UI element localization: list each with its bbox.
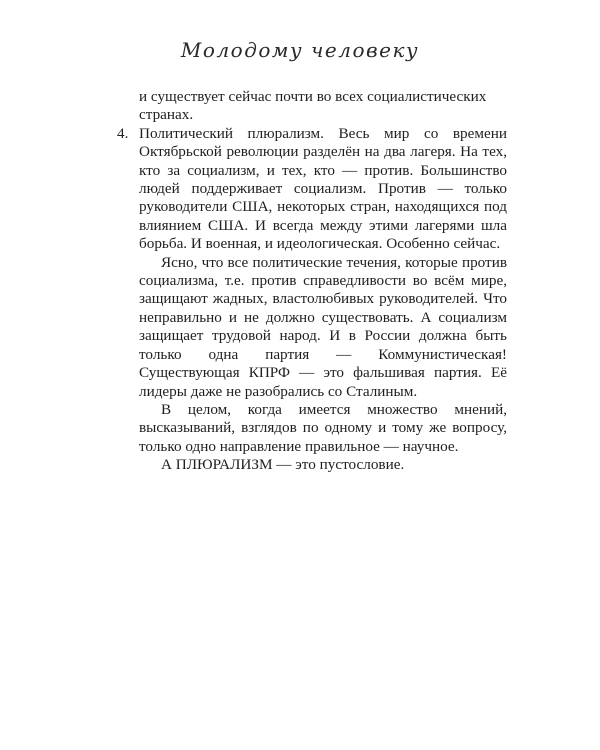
item-text: Политический плюрализм. Весь мир со времени Октябрьской революции разделён на два лагеря. На тех, кто за социализм, и тех, кто — против. Большинство людей поддерживает социализм. Против — только руководители США, некоторых стран, находящихся под влиянием США. И всегда между этими лагерями шла борьба. И военная, и идеологическая. Особенно сейчас. <box>139 124 507 253</box>
running-head-title: Молодому человеку <box>180 38 420 62</box>
paragraph-clear: Ясно, что все политические течения, которые против социализма, т.е. против справедливости во всём мире, защищают жадных, властолюбивых руководителей. Что неправильно и не должно существовать. А социализм защищает трудовой народ. И в России должна быть только одна партия — Коммунистическая! Существующая КПРФ — это фальшивая партия. Её лидеры даже не разобрались со Сталиным. <box>139 253 507 400</box>
paragraph-final: А ПЛЮРАЛИЗМ — это пустословие. <box>161 456 405 474</box>
item-number: 4. <box>117 124 129 142</box>
body-text <box>117 88 507 475</box>
paragraph-continuation: и существует сейчас почти во всех социалистических странах. <box>139 88 487 124</box>
paragraph-general: В целом, когда имеется множество мнений, высказываний, взглядов по одному и тому же вопросу, только одно направление правильное — научное. <box>139 400 507 455</box>
numbered-item-4 <box>117 125 507 254</box>
